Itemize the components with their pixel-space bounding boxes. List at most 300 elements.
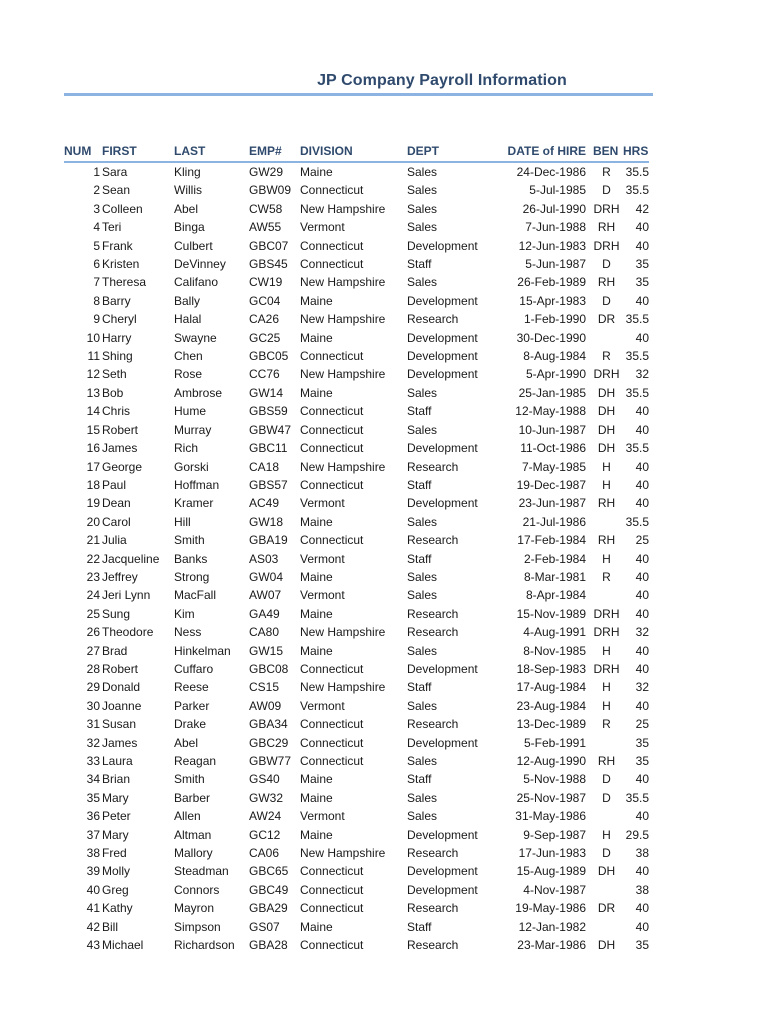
cell-last: Abel bbox=[174, 201, 199, 216]
cell-emp: GBC65 bbox=[249, 864, 289, 879]
cell-hrs: 35.5 bbox=[625, 312, 649, 327]
cell-last: Hoffman bbox=[174, 477, 220, 492]
cell-date-of-hire: 9-Sep-1987 bbox=[523, 827, 586, 842]
cell-hrs: 35.5 bbox=[625, 165, 649, 179]
table-row bbox=[64, 899, 649, 917]
cell-emp: GBW77 bbox=[249, 754, 292, 768]
cell-emp: GA49 bbox=[249, 606, 280, 621]
cell-first: Shing bbox=[102, 349, 133, 364]
table-row bbox=[64, 568, 649, 586]
cell-emp: GBS45 bbox=[249, 257, 288, 272]
cell-ben: D bbox=[602, 790, 611, 805]
cell-dept: Sales bbox=[407, 220, 438, 235]
cell-emp: GBC49 bbox=[249, 882, 289, 897]
cell-emp: GBS59 bbox=[249, 404, 288, 419]
cell-num: 3 bbox=[93, 201, 100, 216]
cell-division: Maine bbox=[300, 385, 333, 400]
cell-num: 7 bbox=[93, 275, 100, 290]
cell-ben bbox=[590, 918, 623, 936]
cell-dept: Sales bbox=[407, 643, 438, 658]
cell-dept: Development bbox=[407, 864, 478, 879]
cell-hrs: 40 bbox=[635, 238, 649, 253]
cell-ben: H bbox=[602, 680, 611, 695]
cell-date-of-hire: 1-Feb-1990 bbox=[523, 312, 586, 327]
cell-division: Connecticut bbox=[300, 422, 364, 437]
cell-num: 35 bbox=[86, 790, 100, 805]
cell-date-of-hire: 30-Dec-1990 bbox=[516, 330, 586, 345]
cell-date-of-hire: 21-Jul-1986 bbox=[522, 514, 586, 529]
cell-last: Hinkelman bbox=[174, 643, 231, 658]
cell-dept: Sales bbox=[407, 385, 438, 400]
cell-first: Michael bbox=[102, 938, 144, 953]
table-row bbox=[64, 365, 649, 383]
cell-division: New Hampshire bbox=[300, 625, 386, 640]
cell-ben: DRH bbox=[593, 625, 620, 640]
cell-hrs: 35.5 bbox=[625, 349, 649, 364]
cell-num: 2 bbox=[93, 183, 100, 198]
cell-dept: Sales bbox=[407, 183, 438, 198]
cell-division: Connecticut bbox=[300, 882, 364, 897]
cell-emp: CA06 bbox=[249, 846, 280, 861]
table-row bbox=[64, 770, 649, 788]
col-header-first: FIRST bbox=[102, 142, 174, 162]
cell-hrs: 35.5 bbox=[625, 441, 649, 456]
cell-division: New Hampshire bbox=[300, 459, 386, 474]
cell-emp: GBA28 bbox=[249, 938, 288, 953]
cell-num: 19 bbox=[86, 496, 100, 511]
cell-last: Steadman bbox=[174, 864, 229, 879]
cell-date-of-hire: 2-Feb-1984 bbox=[523, 551, 586, 566]
cell-ben: DH bbox=[597, 404, 616, 419]
cell-date-of-hire: 25-Nov-1987 bbox=[516, 790, 586, 805]
cell-last: Reese bbox=[174, 680, 209, 695]
cell-dept: Sales bbox=[407, 754, 438, 768]
table-row bbox=[64, 292, 649, 310]
cell-hrs: 40 bbox=[635, 569, 649, 584]
cell-first: Sara bbox=[102, 165, 128, 179]
cell-ben: DR bbox=[597, 312, 616, 327]
cell-emp: GC12 bbox=[249, 827, 281, 842]
cell-num: 32 bbox=[86, 735, 100, 750]
cell-dept: Sales bbox=[407, 790, 438, 805]
cell-num: 1 bbox=[93, 165, 100, 179]
cell-ben: DR bbox=[597, 901, 616, 916]
cell-ben: H bbox=[602, 827, 611, 842]
cell-ben: H bbox=[602, 698, 611, 713]
table-row bbox=[64, 439, 649, 457]
cell-ben bbox=[590, 807, 623, 825]
cell-hrs: 40 bbox=[635, 477, 649, 492]
cell-date-of-hire: 15-Nov-1989 bbox=[516, 606, 586, 621]
cell-last: Reagan bbox=[174, 754, 217, 768]
cell-ben: H bbox=[602, 643, 611, 658]
cell-hrs: 32 bbox=[635, 367, 649, 382]
cell-division: New Hampshire bbox=[300, 275, 386, 290]
cell-last: Hume bbox=[174, 404, 207, 419]
cell-dept: Research bbox=[407, 312, 459, 327]
cell-hrs: 35.5 bbox=[625, 385, 649, 400]
cell-ben: D bbox=[602, 183, 611, 198]
cell-num: 43 bbox=[86, 938, 100, 953]
cell-division: Connecticut bbox=[300, 661, 364, 676]
cell-division: Connecticut bbox=[300, 257, 364, 272]
cell-last: Gorski bbox=[174, 459, 209, 474]
cell-date-of-hire: 24-Dec-1986 bbox=[516, 165, 586, 179]
cell-date-of-hire: 19-May-1986 bbox=[515, 901, 586, 916]
cell-last: Rose bbox=[174, 367, 203, 382]
cell-dept: Staff bbox=[407, 477, 432, 492]
cell-emp: GBS57 bbox=[249, 477, 288, 492]
cell-division: Vermont bbox=[300, 698, 345, 713]
cell-num: 16 bbox=[86, 441, 100, 456]
table-row bbox=[64, 200, 649, 218]
cell-first: Mary bbox=[102, 827, 129, 842]
cell-date-of-hire: 13-Dec-1989 bbox=[516, 717, 586, 732]
cell-ben: D bbox=[602, 846, 611, 861]
cell-ben: R bbox=[602, 569, 611, 584]
cell-dept: Research bbox=[407, 717, 459, 732]
table-row bbox=[64, 476, 649, 494]
cell-first: Donald bbox=[102, 680, 141, 695]
cell-first: Seth bbox=[102, 367, 127, 382]
cell-last: Cuffaro bbox=[174, 661, 214, 676]
cell-division: Connecticut bbox=[300, 477, 364, 492]
cell-dept: Staff bbox=[407, 919, 432, 934]
cell-num: 9 bbox=[93, 312, 100, 327]
cell-num: 17 bbox=[86, 459, 100, 474]
cell-dept: Development bbox=[407, 496, 478, 511]
table-row bbox=[64, 678, 649, 696]
cell-division: Connecticut bbox=[300, 441, 364, 456]
cell-division: Vermont bbox=[300, 496, 345, 511]
cell-num: 37 bbox=[86, 827, 100, 842]
cell-ben: R bbox=[602, 165, 611, 179]
cell-hrs: 25 bbox=[635, 717, 649, 732]
table-row bbox=[64, 402, 649, 420]
cell-emp: GBA19 bbox=[249, 533, 288, 548]
table-row bbox=[64, 752, 649, 770]
cell-last: Smith bbox=[174, 533, 205, 548]
cell-emp: GBC11 bbox=[249, 441, 288, 456]
cell-dept: Development bbox=[407, 661, 478, 676]
cell-hrs: 40 bbox=[635, 809, 649, 824]
cell-hrs: 40 bbox=[635, 588, 649, 603]
cell-num: 4 bbox=[93, 220, 100, 235]
cell-num: 12 bbox=[86, 367, 100, 382]
cell-hrs: 40 bbox=[635, 293, 649, 308]
cell-division: New Hampshire bbox=[300, 680, 386, 695]
cell-dept: Sales bbox=[407, 422, 438, 437]
cell-num: 20 bbox=[86, 514, 100, 529]
cell-emp: AW07 bbox=[249, 588, 282, 603]
cell-first: Bob bbox=[102, 385, 124, 400]
cell-last: Abel bbox=[174, 735, 199, 750]
cell-ben: DH bbox=[597, 422, 616, 437]
cell-emp: CW19 bbox=[249, 275, 283, 290]
cell-first: Molly bbox=[102, 864, 131, 879]
header-row bbox=[64, 142, 649, 162]
cell-ben: DRH bbox=[593, 606, 620, 621]
cell-emp: GBW09 bbox=[249, 183, 292, 198]
cell-first: Kristen bbox=[102, 257, 140, 272]
page-title: JP Company Payroll Information bbox=[317, 72, 567, 89]
cell-first: Robert bbox=[102, 661, 139, 676]
cell-date-of-hire: 25-Jan-1985 bbox=[518, 385, 586, 400]
cell-ben bbox=[590, 329, 623, 347]
cell-division: New Hampshire bbox=[300, 312, 386, 327]
cell-last: Rich bbox=[174, 441, 199, 456]
cell-division: Connecticut bbox=[300, 717, 364, 732]
cell-emp: GBW47 bbox=[249, 422, 292, 437]
cell-division: Vermont bbox=[300, 551, 345, 566]
cell-date-of-hire: 23-Jun-1987 bbox=[518, 496, 586, 511]
cell-ben: DH bbox=[597, 938, 616, 953]
cell-last: Chen bbox=[174, 349, 203, 364]
cell-first: Sung bbox=[102, 606, 131, 621]
cell-date-of-hire: 12-May-1988 bbox=[515, 404, 586, 419]
table-row bbox=[64, 789, 649, 807]
cell-emp: AW09 bbox=[249, 698, 282, 713]
cell-ben: DH bbox=[597, 385, 616, 400]
cell-num: 23 bbox=[86, 569, 100, 584]
cell-last: Drake bbox=[174, 717, 207, 732]
cell-num: 30 bbox=[86, 698, 100, 713]
cell-emp: GW18 bbox=[249, 514, 284, 529]
cell-dept: Research bbox=[407, 901, 459, 916]
cell-hrs: 40 bbox=[635, 864, 649, 879]
cell-num: 29 bbox=[86, 680, 100, 695]
cell-emp: GW04 bbox=[249, 569, 284, 584]
cell-ben bbox=[590, 513, 623, 531]
cell-date-of-hire: 7-May-1985 bbox=[521, 459, 586, 474]
table-row bbox=[64, 310, 649, 328]
cell-last: Mayron bbox=[174, 901, 215, 916]
cell-ben bbox=[590, 586, 623, 604]
cell-last: Hill bbox=[174, 514, 191, 529]
cell-hrs: 40 bbox=[635, 220, 649, 235]
cell-dept: Research bbox=[407, 625, 459, 640]
table-row bbox=[64, 513, 649, 531]
col-header-dept: DEPT bbox=[407, 142, 497, 162]
cell-num: 8 bbox=[93, 293, 100, 308]
cell-dept: Sales bbox=[407, 514, 438, 529]
cell-hrs: 35.5 bbox=[625, 183, 649, 198]
cell-division: Connecticut bbox=[300, 754, 364, 768]
cell-ben: D bbox=[602, 257, 611, 272]
cell-num: 13 bbox=[86, 385, 100, 400]
cell-hrs: 40 bbox=[635, 661, 649, 676]
cell-date-of-hire: 15-Apr-1983 bbox=[519, 293, 586, 308]
cell-hrs: 32 bbox=[635, 625, 649, 640]
cell-hrs: 40 bbox=[635, 551, 649, 566]
table-row bbox=[64, 605, 649, 623]
cell-date-of-hire: 10-Jun-1987 bbox=[518, 422, 586, 437]
cell-ben bbox=[590, 734, 623, 752]
cell-emp: GBC08 bbox=[249, 661, 289, 676]
cell-ben: H bbox=[602, 477, 611, 492]
cell-hrs: 35.5 bbox=[625, 514, 649, 529]
cell-first: Greg bbox=[102, 882, 129, 897]
cell-date-of-hire: 7-Jun-1988 bbox=[525, 220, 586, 235]
cell-division: Connecticut bbox=[300, 183, 364, 198]
cell-num: 39 bbox=[86, 864, 100, 879]
cell-first: Mary bbox=[102, 790, 129, 805]
cell-date-of-hire: 26-Jul-1990 bbox=[522, 201, 586, 216]
cell-dept: Sales bbox=[407, 569, 438, 584]
cell-dept: Sales bbox=[407, 698, 438, 713]
cell-num: 33 bbox=[86, 754, 100, 768]
cell-first: Frank bbox=[102, 238, 133, 253]
cell-ben: DRH bbox=[593, 201, 620, 216]
table-row bbox=[64, 642, 649, 660]
cell-hrs: 40 bbox=[635, 698, 649, 713]
cell-first: Joanne bbox=[102, 698, 142, 713]
cell-date-of-hire: 4-Aug-1991 bbox=[523, 625, 586, 640]
cell-emp: GBC07 bbox=[249, 238, 289, 253]
cell-first: Julia bbox=[102, 533, 127, 548]
cell-division: New Hampshire bbox=[300, 846, 386, 861]
cell-division: Connecticut bbox=[300, 901, 364, 916]
cell-hrs: 35 bbox=[635, 938, 649, 953]
cell-last: Bally bbox=[174, 293, 201, 308]
cell-dept: Development bbox=[407, 367, 478, 382]
cell-last: Allen bbox=[174, 809, 201, 824]
cell-ben: DRH bbox=[593, 238, 620, 253]
cell-last: Kramer bbox=[174, 496, 214, 511]
table-row bbox=[64, 421, 649, 439]
cell-division: Maine bbox=[300, 772, 333, 787]
cell-division: Vermont bbox=[300, 809, 345, 824]
cell-hrs: 40 bbox=[635, 496, 649, 511]
table-row bbox=[64, 623, 649, 641]
cell-dept: Development bbox=[407, 441, 478, 456]
cell-first: James bbox=[102, 441, 138, 456]
cell-last: Halal bbox=[174, 312, 202, 327]
cell-dept: Staff bbox=[407, 680, 432, 695]
cell-date-of-hire: 5-Jun-1987 bbox=[525, 257, 586, 272]
cell-num: 28 bbox=[86, 661, 100, 676]
table-row bbox=[64, 181, 649, 199]
cell-ben: R bbox=[602, 349, 611, 364]
cell-first: Harry bbox=[102, 330, 132, 345]
cell-emp: AC49 bbox=[249, 496, 280, 511]
cell-num: 22 bbox=[86, 551, 100, 566]
cell-division: New Hampshire bbox=[300, 201, 386, 216]
cell-emp: GW29 bbox=[249, 165, 284, 179]
cell-num: 14 bbox=[86, 404, 100, 419]
cell-last: Kim bbox=[174, 606, 195, 621]
cell-last: Swayne bbox=[174, 330, 217, 345]
cell-ben: H bbox=[602, 459, 611, 474]
cell-emp: CS15 bbox=[249, 680, 280, 695]
cell-division: New Hampshire bbox=[300, 367, 386, 382]
cell-date-of-hire: 11-Oct-1986 bbox=[520, 441, 586, 456]
cell-emp: GBA34 bbox=[249, 717, 288, 732]
cell-hrs: 40 bbox=[635, 330, 649, 345]
cell-hrs: 38 bbox=[635, 882, 649, 897]
cell-dept: Staff bbox=[407, 551, 432, 566]
cell-date-of-hire: 26-Feb-1989 bbox=[517, 275, 586, 290]
cell-dept: Staff bbox=[407, 404, 432, 419]
table-row bbox=[64, 494, 649, 512]
cell-emp: GC04 bbox=[249, 293, 281, 308]
cell-num: 38 bbox=[86, 846, 100, 861]
table-row bbox=[64, 237, 649, 255]
cell-hrs: 42 bbox=[635, 201, 649, 216]
cell-dept: Development bbox=[407, 882, 478, 897]
cell-hrs: 40 bbox=[635, 422, 649, 437]
cell-date-of-hire: 5-Jul-1985 bbox=[529, 183, 586, 198]
cell-hrs: 35 bbox=[635, 275, 649, 290]
cell-date-of-hire: 17-Feb-1984 bbox=[517, 533, 586, 548]
cell-last: Culbert bbox=[174, 238, 213, 253]
cell-division: Connecticut bbox=[300, 349, 364, 364]
cell-hrs: 35 bbox=[635, 735, 649, 750]
cell-emp: GC25 bbox=[249, 330, 281, 345]
cell-num: 11 bbox=[87, 349, 100, 364]
cell-dept: Development bbox=[407, 827, 478, 842]
cell-division: Connecticut bbox=[300, 404, 364, 419]
cell-last: Altman bbox=[174, 827, 212, 842]
cell-hrs: 40 bbox=[635, 901, 649, 916]
cell-dept: Research bbox=[407, 846, 459, 861]
cell-ben bbox=[590, 881, 623, 899]
cell-date-of-hire: 5-Feb-1991 bbox=[523, 735, 586, 750]
cell-emp: GBC29 bbox=[249, 735, 289, 750]
table-row bbox=[64, 329, 649, 347]
cell-emp: GBA29 bbox=[249, 901, 288, 916]
cell-first: Fred bbox=[102, 846, 127, 861]
cell-num: 21 bbox=[86, 533, 100, 548]
cell-emp: CA80 bbox=[249, 625, 280, 640]
cell-ben: DRH bbox=[593, 367, 620, 382]
table-row bbox=[64, 255, 649, 273]
cell-dept: Sales bbox=[407, 809, 438, 824]
cell-date-of-hire: 8-Apr-1984 bbox=[525, 588, 586, 603]
cell-ben: RH bbox=[597, 754, 616, 768]
cell-last: DeVinney bbox=[174, 257, 226, 272]
cell-last: Strong bbox=[174, 569, 210, 584]
cell-division: Maine bbox=[300, 165, 333, 179]
cell-hrs: 40 bbox=[635, 643, 649, 658]
cell-hrs: 35 bbox=[635, 754, 649, 768]
cell-last: Kling bbox=[174, 165, 201, 179]
cell-date-of-hire: 19-Dec-1987 bbox=[516, 477, 586, 492]
cell-num: 5 bbox=[93, 238, 100, 253]
cell-division: Connecticut bbox=[300, 938, 364, 953]
cell-ben: RH bbox=[597, 275, 616, 290]
cell-dept: Staff bbox=[407, 257, 432, 272]
cell-division: Maine bbox=[300, 293, 333, 308]
cell-dept: Sales bbox=[407, 165, 438, 179]
table-row bbox=[64, 384, 649, 402]
cell-last: Parker bbox=[174, 698, 210, 713]
cell-dept: Development bbox=[407, 238, 478, 253]
cell-first: Paul bbox=[102, 477, 127, 492]
table-row bbox=[64, 347, 649, 365]
cell-first: Carol bbox=[102, 514, 131, 529]
cell-date-of-hire: 8-Aug-1984 bbox=[523, 349, 586, 364]
cell-first: Jeri Lynn bbox=[102, 588, 151, 603]
cell-dept: Sales bbox=[407, 588, 438, 603]
cell-date-of-hire: 4-Nov-1987 bbox=[523, 882, 586, 897]
cell-ben: DRH bbox=[593, 661, 620, 676]
table-row bbox=[64, 531, 649, 549]
cell-first: Colleen bbox=[102, 201, 143, 216]
cell-date-of-hire: 12-Jan-1982 bbox=[518, 919, 586, 934]
cell-division: Connecticut bbox=[300, 864, 364, 879]
cell-last: Barber bbox=[174, 790, 211, 805]
